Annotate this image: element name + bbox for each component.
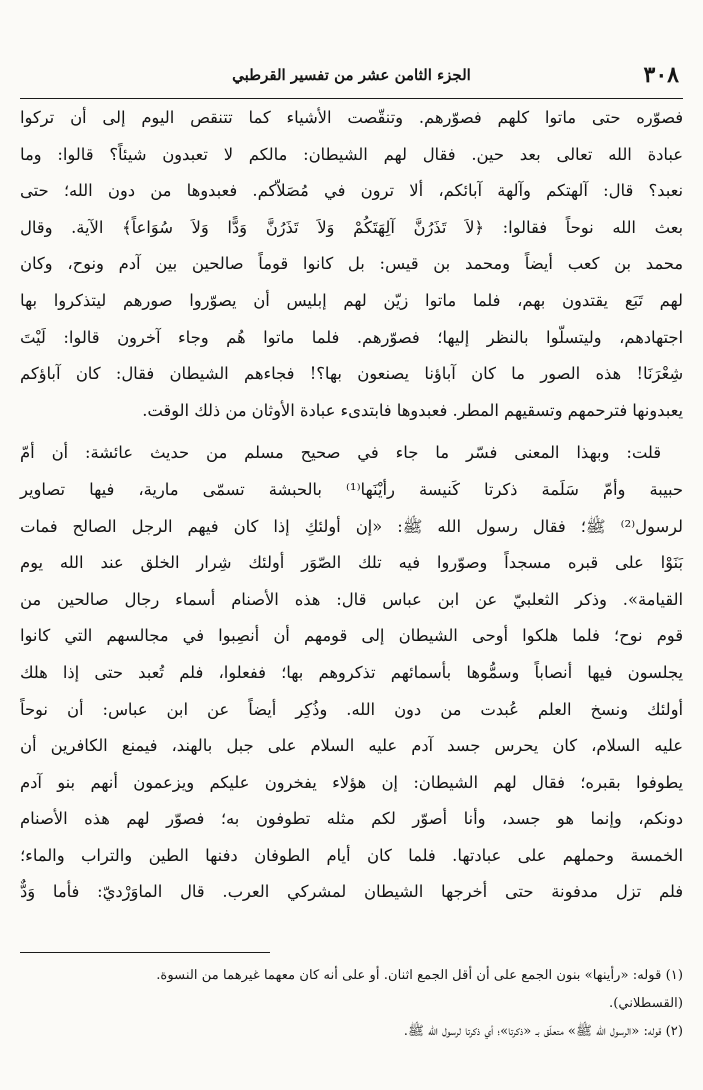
text-line: دونكم، وإنما هو جسد، وأنا أصوّر لكم مثله تطوفون به؛ فصوّر لهم هذه الأصنام [20,809,683,829]
main-text [20,100,683,911]
page-header [20,58,683,99]
footnote-1-continued: (القسطلاني). [609,996,683,1011]
text-line: فصوّره حتى ماتوا كلهم فصوّرهم. وتنقّصت الأشياء كما تتنقص اليوم إلى أن تركوا [20,108,683,127]
footnotes [20,962,683,1046]
footnote-divider [20,952,270,953]
text-line: يعبدونها فترحمهم وتسقيهم المطر. فعبدوها فابتدىء عبادة الأوثان من ذلك الوقت. [142,400,683,420]
text-line: اجتهادهم، وليتسلّوا بالنظر إليها؛ فصوّرهم. فلما ماتوا هُم وجاء آخرون قالوا: لَيْتَ [20,327,683,347]
text-line: لهم تَبَع يقتدون بهم، فلما ماتوا زيّن لهم إبليس أن يصوّروا صورهم ليتذكروا بها [20,290,683,310]
text-line: لرسول⁽²⁾ ﷺ؛ فقال رسول الله ﷺ: «إن أولئكِ إذا كان فيهم الرجل الصالح فمات [20,516,683,536]
text-line: فلم تزل مدفونة حتى أخرجها الشيطان لمشركي العرب. قال الماوَرْديّ: فأما وَدٌّ [20,882,683,902]
footnote-1: (١) قوله: «رأينها» بنون الجمع على أن أقل الجمع اثنان. أو على أنه كان معهما غيرهما من النسوة. [156,968,683,983]
text-line: القيامة». وذكر الثعلبيّ عن ابن عباس قال: هذه الأصنام أسماء رجال صالحين من [20,589,683,609]
text-line: محمد بن كعب أيضاً ومحمد بن قيس: بل كانوا قوماً صالحين بين آدم ونوح، وكان [20,254,683,274]
page-number: ٣٠٨ [643,62,679,88]
running-title: الجزء الثامن عشر من تفسير القرطبي [232,66,471,84]
text-line: عبادة الله تعالى بعد حين. فقال لهم الشيطان: مالكم لا تعبدون شيئاً؟ قالوا: وما [20,144,683,164]
text-line: يجلسون فيها أنصاباً وسمُّوها بأسمائهم تذكروهم بها؛ ففعلوا، فلم تُعبد حتى إذا هلك [20,662,683,682]
footnote-2: (٢) قوله: «الرسول الله ﷺ» متعلّق بـ «ذكرتا»؛ أي ذكرتا لرسول الله ﷺ. [403,1024,683,1039]
text-line: أولئك ونسخ العلم عُبدت من دون الله. وذُكِر أيضاً عن ابن عباس: أن نوحاً [20,699,683,719]
text-line: بَنَوْا على قبره مسجداً وصوّروا فيه تلك الصّوَر أولئك شِرار الخلق عند الله يوم [20,553,683,573]
text-line: يطوفوا بقبره؛ فقال لهم الشيطان: إن هؤلاء يفخرون عليكم ويزعمون أنهم بنو آدم [20,772,683,792]
text-line: نعبد؟ قال: آلهتكم وآلهة آبائكم، ألا ترون في مُصَلاّكم. فعبدوها من دون الله؛ حتى [20,181,683,201]
text-line: قوم نوح؛ فلما هلكوا أوحى الشيطان إلى قومهم أن أنصِبوا في مجالسهم التي كانوا [20,626,683,646]
text-line: بعث الله نوحاً فقالوا: ﴿لاَ تَذَرُنَّ آلِهَتَكُمْ وَلاَ تَذَرُنَّ وَدًّا وَلاَ سُوَاعاً﴾ الآية. وقال [20,217,683,237]
text-line: الخمسة وحملهم على عبادتها. فلما كان أيام الطوفان دفنها الطين والتراب والماء؛ [20,845,683,865]
paragraph-1 [20,100,683,429]
paragraph-2 [20,435,683,911]
text-line: قلت: وبهذا المعنى فسّر ما جاء في صحيح مسلم من حديث عائشة: أن أمّ [20,443,661,463]
text-line: حبيبة وأمّ سَلَمة ذكرتا كَنيسة رأيْنَها⁽¹⁾ بالحبشة تسمّى مارية، فيها تصاوير [20,479,683,499]
text-line: شِعْرَنَا! هذه الصور ما كان آباؤنا يصنعون بها؟! فجاءهم الشيطان فقال: كان آباؤكم [20,364,683,384]
text-line: عليه السلام، كان يحرس جسد آدم عليه السلام على جبل بالهند، فيمنع الكافرين أن [20,736,683,756]
